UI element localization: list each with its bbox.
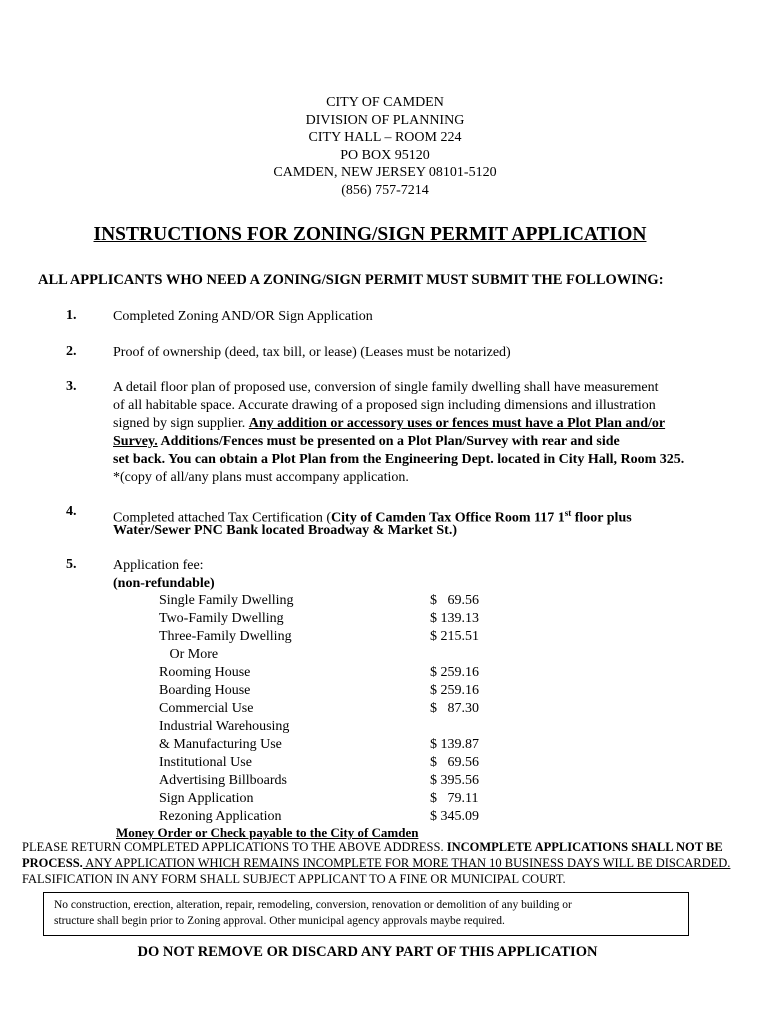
item-text-part: Additions/Fences must be presented on a Plot Plan/Survey with rear and side (157, 434, 620, 449)
discard-warning: ANY APPLICATION WHICH REMAINS INCOMPLETE FOR MORE THAN 10 BUSINESS DAYS WILL BE DISCARDED. (82, 856, 731, 870)
fee-value: $ 139.13 (430, 611, 479, 626)
tax-office-text: City of Camden Tax Office Room 117 1 (331, 510, 565, 526)
fee-value: $ 79.11 (430, 791, 479, 806)
fee-value: $ 139.87 (430, 737, 479, 752)
item-text-part: signed by sign supplier. (113, 416, 249, 431)
item-number: 5. (66, 557, 77, 572)
fee-value: $ 69.56 (430, 755, 479, 770)
requirements-heading: ALL APPLICANTS WHO NEED A ZONING/SIGN PERMIT MUST SUBMIT THE FOLLOWING: (38, 272, 664, 288)
non-refundable-note: (non-refundable) (113, 576, 215, 591)
item-text: of all habitable space. Accurate drawing of a proposed sign including dimensions and illustration (113, 398, 656, 413)
fee-value: $ 345.09 (430, 809, 479, 824)
phone-line: (856) 757-7214 (341, 182, 429, 198)
notice-text: PLEASE RETURN COMPLETED APPLICATIONS TO THE ABOVE ADDRESS. (22, 840, 447, 854)
fee-name: Commercial Use (159, 701, 254, 716)
item-text-part: floor plus (571, 510, 632, 526)
fee-value: $ 215.51 (430, 629, 479, 644)
superscript: st (564, 508, 572, 518)
zoning-approval-notice-box (43, 892, 689, 936)
address-line: CITY HALL – ROOM 224 (308, 130, 462, 146)
fee-value: $ 69.56 (430, 593, 479, 608)
fee-name: Institutional Use (159, 755, 252, 770)
incomplete-warning: INCOMPLETE APPLICATIONS SHALL NOT BE (446, 840, 723, 854)
fee-name: Boarding House (159, 683, 251, 698)
address-line: CITY OF CAMDEN (326, 95, 444, 110)
notice-line (22, 856, 730, 871)
item-text: Proof of ownership (deed, tax bill, or lease) (Leases must be notarized) (113, 345, 511, 360)
incomplete-warning: PROCESS. (22, 856, 83, 870)
fee-name: Single Family Dwelling (159, 593, 294, 608)
fee-label: Application fee: (113, 558, 204, 573)
document-title: INSTRUCTIONS FOR ZONING/SIGN PERMIT APPLICATION (93, 224, 647, 245)
footer-warning: DO NOT REMOVE OR DISCARD ANY PART OF THIS APPLICATION (137, 944, 598, 960)
item-text-part: Completed attached Tax Certification ( (113, 510, 332, 526)
fee-name: Three-Family Dwelling (159, 629, 292, 644)
box-text: No construction, erection, alteration, repair, remodeling, conversion, renovation or demolition of any building or (54, 899, 572, 911)
fee-name: Or More (159, 647, 219, 662)
item-text: Water/Sewer PNC Bank located Broadway & Market St.) (113, 523, 457, 538)
fee-name: Two-Family Dwelling (159, 611, 284, 626)
address-line: PO BOX 95120 (340, 147, 430, 163)
item-text: A detail floor plan of proposed use, conversion of single family dwelling shall have measurement (113, 380, 659, 395)
fee-value: $ 395.56 (430, 773, 479, 788)
fee-name: & Manufacturing Use (159, 737, 282, 752)
fee-value: $ 87.30 (430, 701, 479, 716)
address-line: DIVISION OF PLANNING (305, 112, 465, 128)
item-number: 2. (66, 344, 77, 359)
fee-name: Rezoning Application (159, 809, 282, 824)
item-number: 4. (66, 504, 77, 519)
notice-line: FALSIFICATION IN ANY FORM SHALL SUBJECT APPLICANT TO A FINE OR MUNICIPAL COURT. (22, 872, 566, 886)
office-address-block (0, 94, 770, 200)
item-text: Completed Zoning AND/OR Sign Application (113, 309, 373, 324)
fee-value: $ 259.16 (430, 665, 479, 680)
survey-text: Survey. (113, 434, 158, 449)
fee-name: Sign Application (159, 791, 254, 806)
item-text (113, 433, 620, 451)
payment-instruction: Money Order or Check payable to the City of Camden (116, 825, 419, 840)
fee-value: $ 259.16 (430, 683, 479, 698)
item-number: 1. (66, 308, 77, 323)
plot-plan-requirement: Any addition or accessory uses or fences must have a Plot Plan and/or (248, 416, 666, 431)
fee-name: Industrial Warehousing (159, 719, 290, 734)
address-line: CAMDEN, NEW JERSEY 08101-5120 (273, 165, 497, 181)
item-text: set back. You can obtain a Plot Plan from the Engineering Dept. located in City Hall, Room 325. (113, 452, 685, 467)
item-number: 3. (66, 379, 77, 394)
notice-line (22, 840, 723, 855)
fee-name: Rooming House (159, 665, 251, 680)
fee-name: Advertising Billboards (159, 773, 287, 788)
box-text: structure shall begin prior to Zoning approval. Other municipal agency approvals maybe required. (54, 915, 505, 927)
item-text: *(copy of all/any plans must accompany application. (113, 470, 409, 485)
item-text (113, 415, 665, 433)
